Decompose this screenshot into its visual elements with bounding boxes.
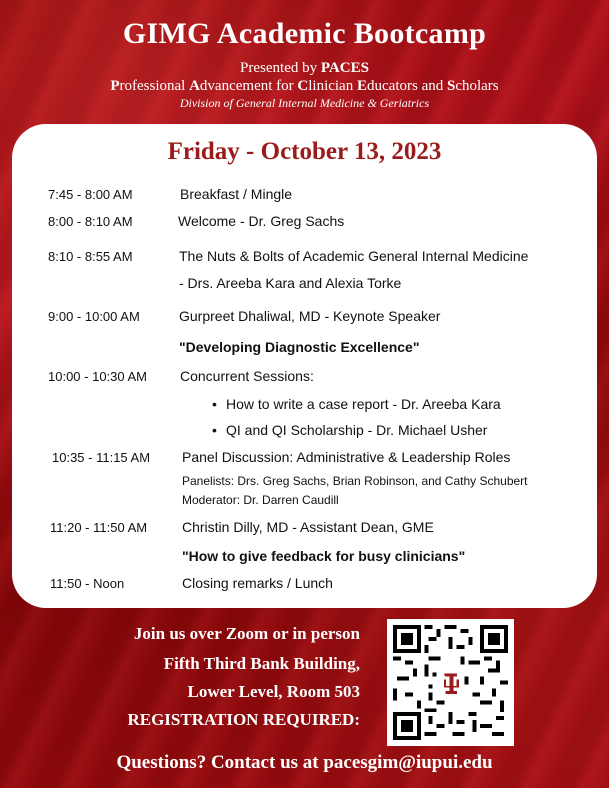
footer-line-room: Lower Level, Room 503: [187, 682, 360, 701]
event-date: Friday - October 13, 2023: [167, 138, 442, 165]
time-concurrent: 10:00 - 10:30 AM: [48, 369, 148, 384]
item-concurrent: Concurrent Sessions:: [180, 368, 314, 384]
paces-full-name: Professional Advancement for Clinician Educators and Scholars: [110, 78, 499, 94]
item-keynote: Gurpreet Dhaliwal, MD - Keynote Speaker: [179, 308, 441, 324]
item-breakfast: Breakfast / Mingle: [180, 186, 293, 202]
footer-line-registration: REGISTRATION REQUIRED:: [127, 710, 360, 729]
concurrent-session-2: • QI and QI Scholarship - Dr. Michael Usher: [212, 422, 488, 438]
time-welcome: 8:00 - 8:10 AM: [48, 214, 133, 229]
presented-prefix: Presented by: [240, 60, 321, 76]
schedule-card: [12, 124, 597, 608]
item-closing: Closing remarks / Lunch: [182, 575, 333, 591]
feedback-talk: "How to give feedback for busy clinicians": [182, 548, 466, 564]
time-breakfast: 7:45 - 8:00 AM: [48, 187, 133, 202]
presented-by: [0, 60, 609, 77]
item-feedback: Christin Dilly, MD - Assistant Dean, GME: [182, 519, 434, 535]
footer-line-building: Fifth Third Bank Building,: [163, 654, 360, 673]
panel-panelists: Panelists: Drs. Greg Sachs, Brian Robinson, and Cathy Schubert: [182, 474, 528, 488]
item-panel: Panel Discussion: Administrative & Leadership Roles: [182, 449, 511, 465]
session-2-label: QI and QI Scholarship - Dr. Michael Usher: [226, 422, 488, 438]
time-nuts: 8:10 - 8:55 AM: [48, 249, 133, 264]
contact-line: Questions? Contact us at pacesgim@iupui.edu: [116, 752, 493, 773]
time-panel: 10:35 - 11:15 AM: [52, 450, 151, 465]
division-name: Division of General Internal Medicine & Geriatrics: [179, 96, 430, 110]
keynote-talk: "Developing Diagnostic Excellence": [179, 339, 420, 355]
presented-org: PACES: [320, 60, 369, 76]
item-welcome: Welcome - Dr. Greg Sachs: [178, 213, 345, 229]
panel-moderator: Moderator: Dr. Darren Caudill: [182, 493, 339, 507]
time-feedback: 11:20 - 11:50 AM: [50, 520, 148, 535]
time-keynote: 9:00 - 10:00 AM: [48, 309, 140, 324]
qr-code-icon: [393, 625, 508, 740]
item-nuts: The Nuts & Bolts of Academic General Internal Medicine: [179, 248, 529, 264]
concurrent-session-1: • How to write a case report - Dr. Areeba Kara: [212, 396, 501, 412]
item-nuts-speakers: - Drs. Areeba Kara and Alexia Torke: [179, 275, 402, 291]
session-1-label: How to write a case report - Dr. Areeba Kara: [226, 396, 501, 412]
registration-qr-code[interactable]: [387, 619, 514, 746]
page-title: GIMG Academic Bootcamp: [122, 17, 487, 50]
footer-line-zoom: Join us over Zoom or in person: [133, 624, 360, 643]
time-closing: 11:50 - Noon: [50, 576, 125, 591]
